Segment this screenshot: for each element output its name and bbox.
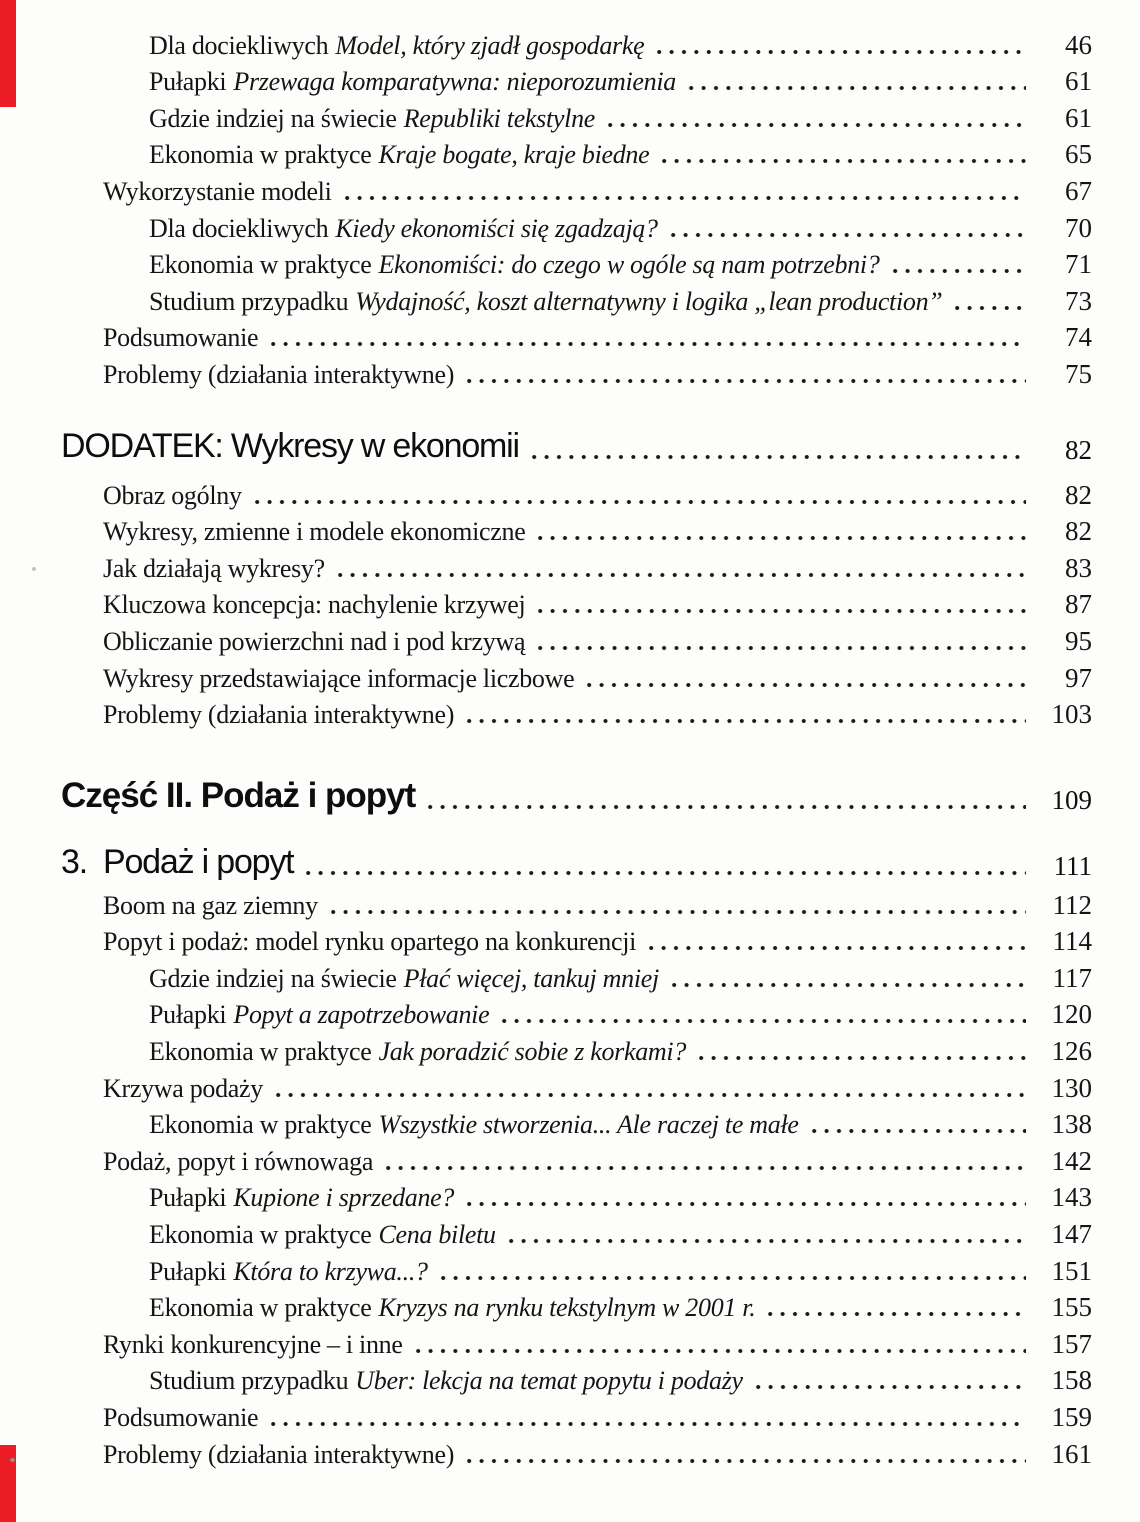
toc-entry-label (103, 927, 636, 957)
entry-prefix: Pułapki (149, 1000, 227, 1030)
toc-entry-label (103, 664, 574, 694)
page-number: 109 (1051, 785, 1092, 816)
page-number: 82 (1065, 434, 1092, 465)
toc-entry (57, 1213, 1092, 1250)
page-number: 158 (1051, 1365, 1092, 1396)
entry-prefix: Studium przypadku (149, 286, 349, 316)
red-strip-bottom (0, 1445, 16, 1522)
page-number: 61 (1065, 66, 1092, 97)
entry-prefix: Ekonomia w praktyce (149, 1110, 372, 1140)
page-number: 73 (1065, 285, 1092, 316)
page-number: 46 (1065, 29, 1092, 60)
dot-leader (534, 607, 1026, 615)
dot-leader (463, 1200, 1026, 1208)
dot-leader (889, 267, 1026, 275)
page-number: 151 (1051, 1255, 1092, 1286)
dot-leader (951, 304, 1026, 312)
toc-entry (57, 170, 1092, 207)
page-number: 83 (1065, 552, 1092, 583)
toc-entry (57, 1396, 1092, 1433)
entry-text: Rynki konkurencyjne – i inne (103, 1329, 403, 1359)
toc-entry-label (103, 700, 454, 730)
entry-prefix: Pułapki (149, 1183, 227, 1213)
entry-title-italic: Jak poradzić sobie z korkami? (378, 1037, 687, 1067)
chapter-header (57, 838, 1092, 882)
dot-leader (424, 803, 1026, 811)
toc-entry-label (103, 323, 258, 353)
toc-entry (57, 353, 1092, 390)
page-number: 67 (1065, 175, 1092, 206)
entry-title-italic: Ekonomiści: do czego w ogóle są nam potrzebni? (378, 250, 880, 280)
entry-title-italic: Cena biletu (378, 1220, 496, 1250)
entry-title-italic: Wszystkie stworzenia... Ale raczej te małe (378, 1110, 799, 1140)
entry-prefix: Dla dociekliwych (149, 30, 329, 60)
page-number: 142 (1051, 1145, 1092, 1176)
toc-entry-label (103, 1403, 258, 1433)
dot-leader (412, 1347, 1026, 1355)
page-number: 87 (1065, 589, 1092, 620)
toc-entry-label (149, 1293, 755, 1323)
dot-leader (695, 1054, 1026, 1062)
page-number: 71 (1065, 249, 1092, 280)
entry-prefix: Ekonomia w praktyce (149, 1220, 372, 1250)
entry-text: Obraz ogólny (103, 480, 242, 510)
toc-entry (57, 317, 1092, 354)
dot-leader (267, 1420, 1026, 1428)
toc-entry-label (149, 1110, 799, 1140)
dot-leader (528, 453, 1026, 461)
entry-title-italic: Wydajność, koszt alternatywny i logika „lean production” (355, 286, 943, 316)
toc-entry (57, 1177, 1092, 1214)
entry-text: Obliczanie powierzchni nad i pod krzywą (103, 626, 526, 656)
toc-entry (57, 957, 1092, 994)
entry-prefix: Pułapki (149, 67, 227, 97)
entry-text: Problemy (działania interaktywne) (103, 700, 455, 730)
toc-entry-label (149, 67, 676, 97)
dot-leader (653, 48, 1026, 56)
toc-entry-label (103, 590, 525, 620)
entry-title-italic: Uber: lekcja na temat popytu i podaży (355, 1366, 743, 1396)
entry-text: Boom na gaz ziemny (103, 890, 318, 920)
toc-entry (57, 24, 1092, 61)
toc-entry-label (149, 1183, 454, 1213)
toc-entry (57, 1067, 1092, 1104)
page-number: 95 (1065, 625, 1092, 656)
page-number: 126 (1051, 1036, 1092, 1067)
toc-entry-label (149, 250, 880, 280)
entry-text: Kluczowa koncepcja: nachylenie krzywej (103, 590, 526, 620)
entry-text: Wykresy przedstawiające informacje liczbowe (103, 663, 575, 693)
dot-leader (685, 84, 1026, 92)
dot-leader (604, 121, 1026, 129)
page-number: 155 (1051, 1292, 1092, 1323)
part-header-label: Część II. Podaż i popyt (61, 776, 416, 816)
page-number: 70 (1065, 212, 1092, 243)
page-number: 82 (1065, 516, 1092, 547)
toc-entry (57, 244, 1092, 281)
entry-text: Problemy (działania interaktywne) (103, 1439, 455, 1469)
toc-entry-label (149, 287, 942, 317)
toc-entry-label (103, 1440, 454, 1470)
toc-entry-label (103, 481, 242, 511)
dot-leader (463, 717, 1026, 725)
toc-entry-label (103, 177, 332, 207)
dot-leader (645, 944, 1026, 952)
toc-entry-label (149, 1000, 489, 1030)
entry-title-italic: Kraje bogate, kraje biedne (378, 140, 650, 170)
toc-entry (57, 511, 1092, 548)
entry-text: Popyt i podaż: model rynku opartego na konkurencji (103, 927, 637, 957)
dot-leader (251, 498, 1026, 506)
page-number: 143 (1051, 1182, 1092, 1213)
entry-title-italic: Która to krzywa...? (233, 1256, 428, 1286)
dot-leader (667, 231, 1026, 239)
page-number: 82 (1065, 479, 1092, 510)
toc-entry (57, 1360, 1092, 1397)
entry-prefix: Gdzie indziej na świecie (149, 963, 397, 993)
dot-leader (583, 681, 1026, 689)
part-header (57, 768, 1092, 816)
entry-prefix: Gdzie indziej na świecie (149, 103, 397, 133)
page-number: 75 (1065, 358, 1092, 389)
entry-prefix: Ekonomia w praktyce (149, 1293, 372, 1323)
entry-prefix: Ekonomia w praktyce (149, 1037, 372, 1067)
entry-title-italic: Republiki tekstylne (403, 103, 596, 133)
dot-leader (327, 908, 1026, 916)
page-number: 161 (1051, 1438, 1092, 1469)
dot-leader (752, 1383, 1026, 1391)
toc-entry (57, 1030, 1092, 1067)
dot-leader (272, 1091, 1026, 1099)
toc-entry (57, 474, 1092, 511)
page-number: 159 (1051, 1402, 1092, 1432)
toc-entry (57, 97, 1092, 134)
entry-text: Wykresy, zmienne i modele ekonomiczne (103, 517, 526, 547)
entry-text: Podsumowanie (103, 323, 259, 353)
toc-entry (57, 921, 1092, 958)
page-number: 114 (1052, 926, 1092, 957)
page-number: 112 (1052, 889, 1092, 920)
toc-entry (57, 1104, 1092, 1141)
toc-entry-label (103, 1330, 403, 1360)
entry-title-italic: Płać więcej, tankuj mniej (403, 963, 659, 993)
toc-entry (57, 1140, 1092, 1177)
toc-entry-label (149, 214, 658, 244)
toc-entry-label (103, 554, 325, 584)
page-number: 103 (1051, 699, 1092, 730)
toc-entry (57, 61, 1092, 98)
page-number: 130 (1051, 1072, 1092, 1103)
dot-leader (382, 1164, 1026, 1172)
dot-leader (505, 1237, 1026, 1245)
chapter-number: 3. (61, 843, 87, 882)
toc-entry-label (149, 1037, 686, 1067)
entry-prefix: Pułapki (149, 1256, 227, 1286)
toc-entry-label (103, 891, 318, 921)
table-of-contents (57, 24, 1092, 1470)
toc-entry-label (103, 360, 454, 390)
entry-title-italic: Popyt a zapotrzebowanie (233, 1000, 490, 1030)
entry-text: Krzywa podaży (103, 1073, 263, 1103)
page-number: 120 (1051, 999, 1092, 1030)
dot-leader (302, 869, 1026, 877)
scan-speck (10, 1458, 15, 1462)
toc-entry-label (103, 1147, 373, 1177)
entry-title-italic: Model, który zjadł gospodarkę (335, 30, 645, 60)
toc-entry (57, 994, 1092, 1031)
toc-entry-label (103, 1074, 263, 1104)
toc-entry (57, 620, 1092, 657)
entry-prefix: Ekonomia w praktyce (149, 250, 372, 280)
page-number: 138 (1051, 1109, 1092, 1140)
page-number: 65 (1065, 139, 1092, 170)
entry-prefix: Dla dociekliwych (149, 213, 329, 243)
dot-leader (808, 1127, 1026, 1135)
dot-leader (534, 534, 1026, 542)
toc-entry (57, 584, 1092, 621)
toc-entry-label (149, 140, 649, 170)
toc-entry (57, 280, 1092, 317)
entry-title-italic: Kupione i sprzedane? (233, 1183, 455, 1213)
red-strip-top (0, 0, 16, 107)
toc-entry-label (149, 104, 595, 134)
scan-speck (32, 567, 36, 571)
dot-leader (267, 340, 1026, 348)
toc-entry-label (149, 964, 659, 994)
page-number: 147 (1051, 1219, 1092, 1250)
section-header-label: DODATEK: Wykresy w ekonomii (61, 426, 519, 465)
page-number: 97 (1065, 662, 1092, 693)
toc-entry-label (103, 627, 525, 657)
toc-entry-label (149, 1257, 428, 1287)
entry-prefix: Ekonomia w praktyce (149, 140, 372, 170)
entry-title-italic: Kryzys na rynku tekstylnym w 2001 r. (378, 1293, 756, 1323)
toc-entry-label (149, 31, 644, 61)
toc-entry (57, 547, 1092, 584)
dot-leader (341, 194, 1026, 202)
entry-text: Podaż, popyt i równowaga (103, 1146, 374, 1176)
dot-leader (334, 571, 1026, 579)
dot-leader (534, 644, 1026, 652)
dot-leader (463, 1457, 1026, 1465)
toc-entry-label (149, 1220, 496, 1250)
dot-leader (437, 1274, 1026, 1282)
toc-entry (57, 694, 1092, 731)
entry-text: Podsumowanie (103, 1403, 259, 1432)
page-number: 117 (1052, 962, 1092, 993)
toc-entry (57, 207, 1092, 244)
entry-text: Wykorzystanie modeli (103, 176, 332, 206)
toc-entry (57, 1287, 1092, 1324)
entry-title-italic: Przewaga komparatywna: nieporozumienia (233, 67, 676, 97)
toc-entry-label (149, 1366, 743, 1396)
toc-entry (57, 134, 1092, 171)
toc-entry (57, 1323, 1092, 1360)
dot-leader (498, 1017, 1026, 1025)
toc-entry (57, 1250, 1092, 1287)
page-number: 74 (1065, 322, 1092, 353)
entry-text: Jak działają wykresy? (103, 553, 325, 583)
entry-title-italic: Kiedy ekonomiści się zgadzają? (335, 213, 658, 243)
toc-entry (57, 1433, 1092, 1470)
page-number: 157 (1051, 1328, 1092, 1359)
entry-prefix: Studium przypadku (149, 1366, 349, 1396)
dot-leader (463, 377, 1026, 385)
chapter-header-label: Podaż i popyt (103, 843, 294, 882)
section-header (57, 422, 1092, 466)
dot-leader (668, 981, 1026, 989)
toc-entry (57, 884, 1092, 921)
toc-entry-label (103, 517, 525, 547)
entry-text: Problemy (działania interaktywne) (103, 359, 455, 389)
toc-entry (57, 657, 1092, 694)
page-number: 61 (1065, 102, 1092, 133)
dot-leader (764, 1310, 1026, 1318)
dot-leader (658, 157, 1026, 165)
page-number: 111 (1053, 851, 1092, 882)
